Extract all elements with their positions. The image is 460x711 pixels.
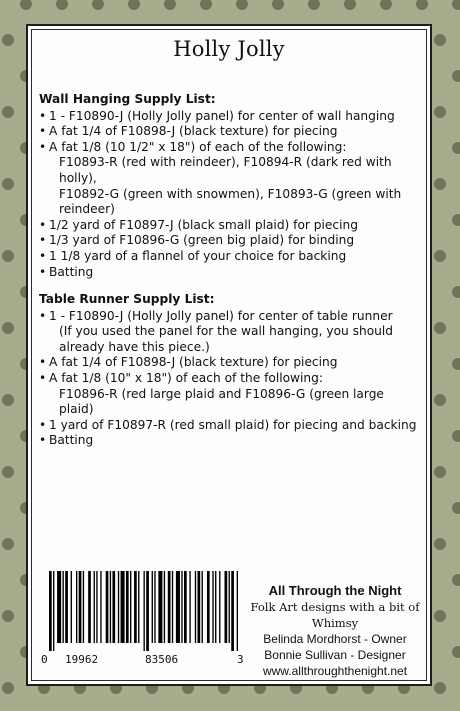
list-item-line: A fat 1/4 of F10898-J (black texture) for piecing bbox=[49, 124, 338, 139]
list-item-line: 1 - F10890-J (Holly Jolly panel) for center of wall hanging bbox=[49, 108, 395, 123]
table-runner-list bbox=[39, 309, 419, 449]
table-runner-heading: Table Runner Supply List: bbox=[39, 292, 215, 306]
barcode-bars bbox=[41, 571, 246, 651]
owner-line: Belinda Mordhorst - Owner bbox=[263, 632, 407, 646]
list-item-line: F10892-G (green with snowmen), F10893-G (green with bbox=[59, 186, 402, 201]
list-item-line: 1 - F10890-J (Holly Jolly panel) for center of table runner bbox=[49, 308, 393, 323]
bullet-icon: • bbox=[39, 139, 47, 154]
website-link[interactable]: www.allthroughthenight.net bbox=[262, 664, 408, 678]
list-item bbox=[39, 371, 419, 418]
list-item-line: A fat 1/4 of F10898-J (black texture) for piecing bbox=[49, 355, 338, 370]
barcode-digits-left: 19962 bbox=[65, 653, 99, 666]
list-item-line: A fat 1/8 (10 1/2" x 18") of each of the following: bbox=[49, 139, 347, 154]
bullet-icon: • bbox=[39, 248, 47, 263]
supply-list-card bbox=[26, 24, 432, 686]
list-item bbox=[39, 233, 419, 249]
list-item-line: F10896-R (red large plaid and F10896-G (green large plaid) bbox=[59, 386, 384, 417]
list-item bbox=[39, 355, 419, 371]
wall-hanging-heading: Wall Hanging Supply List: bbox=[39, 92, 216, 106]
list-item-line: A fat 1/8 (10" x 18") of each of the following: bbox=[49, 370, 323, 385]
bullet-icon: • bbox=[39, 124, 47, 139]
list-item bbox=[39, 433, 419, 449]
upc-barcode bbox=[41, 571, 246, 666]
list-item bbox=[39, 109, 419, 125]
list-item-line: 1 1/8 yard of a flannel of your choice for backing bbox=[49, 248, 347, 263]
bullet-icon: • bbox=[39, 308, 47, 323]
list-item-line: F10893-R (red with reindeer), F10894-R (dark red with holly), bbox=[59, 155, 392, 185]
list-item bbox=[39, 418, 419, 434]
barcode-digit-system: 0 bbox=[41, 653, 48, 666]
wall-hanging-list bbox=[39, 109, 419, 281]
list-item bbox=[39, 309, 419, 356]
list-item bbox=[39, 249, 419, 265]
bullet-icon: • bbox=[39, 217, 47, 232]
list-item-line: Batting bbox=[49, 264, 94, 279]
bullet-icon: • bbox=[39, 370, 47, 385]
list-item bbox=[39, 124, 419, 140]
bullet-icon: • bbox=[39, 264, 47, 279]
designer-line: Bonnie Sullivan - Designer bbox=[264, 648, 406, 662]
bullet-icon: • bbox=[39, 417, 47, 432]
list-item-line: reindeer) bbox=[59, 202, 115, 217]
list-item bbox=[39, 265, 419, 281]
company-info bbox=[242, 582, 428, 679]
bullet-icon: • bbox=[39, 233, 47, 248]
company-name: All Through the Night bbox=[268, 583, 402, 598]
barcode-digits-right: 83506 bbox=[145, 653, 179, 666]
bullet-icon: • bbox=[39, 433, 47, 448]
list-item-line: 1/2 yard of F10897-J (black small plaid) for piecing bbox=[49, 217, 358, 232]
bullet-icon: • bbox=[39, 108, 47, 123]
list-item bbox=[39, 140, 419, 218]
list-item-line: already have this piece.) bbox=[59, 339, 210, 354]
list-item-line: 1/3 yard of F10896-G (green big plaid) for binding bbox=[49, 233, 355, 248]
page-title: Holly Jolly bbox=[173, 37, 285, 61]
bullet-icon: • bbox=[39, 355, 47, 370]
barcode-digit-check: 3 bbox=[237, 653, 244, 666]
list-item-line: (If you used the panel for the wall hanging, you should bbox=[59, 324, 394, 339]
table-runner-section bbox=[39, 292, 419, 449]
list-item-line: Batting bbox=[49, 433, 94, 448]
list-item-line: 1 yard of F10897-R (red small plaid) for piecing and backing bbox=[49, 417, 417, 432]
list-item bbox=[39, 218, 419, 234]
wall-hanging-section bbox=[39, 92, 419, 280]
company-tagline: Folk Art designs with a bit of Whimsy bbox=[250, 600, 420, 630]
